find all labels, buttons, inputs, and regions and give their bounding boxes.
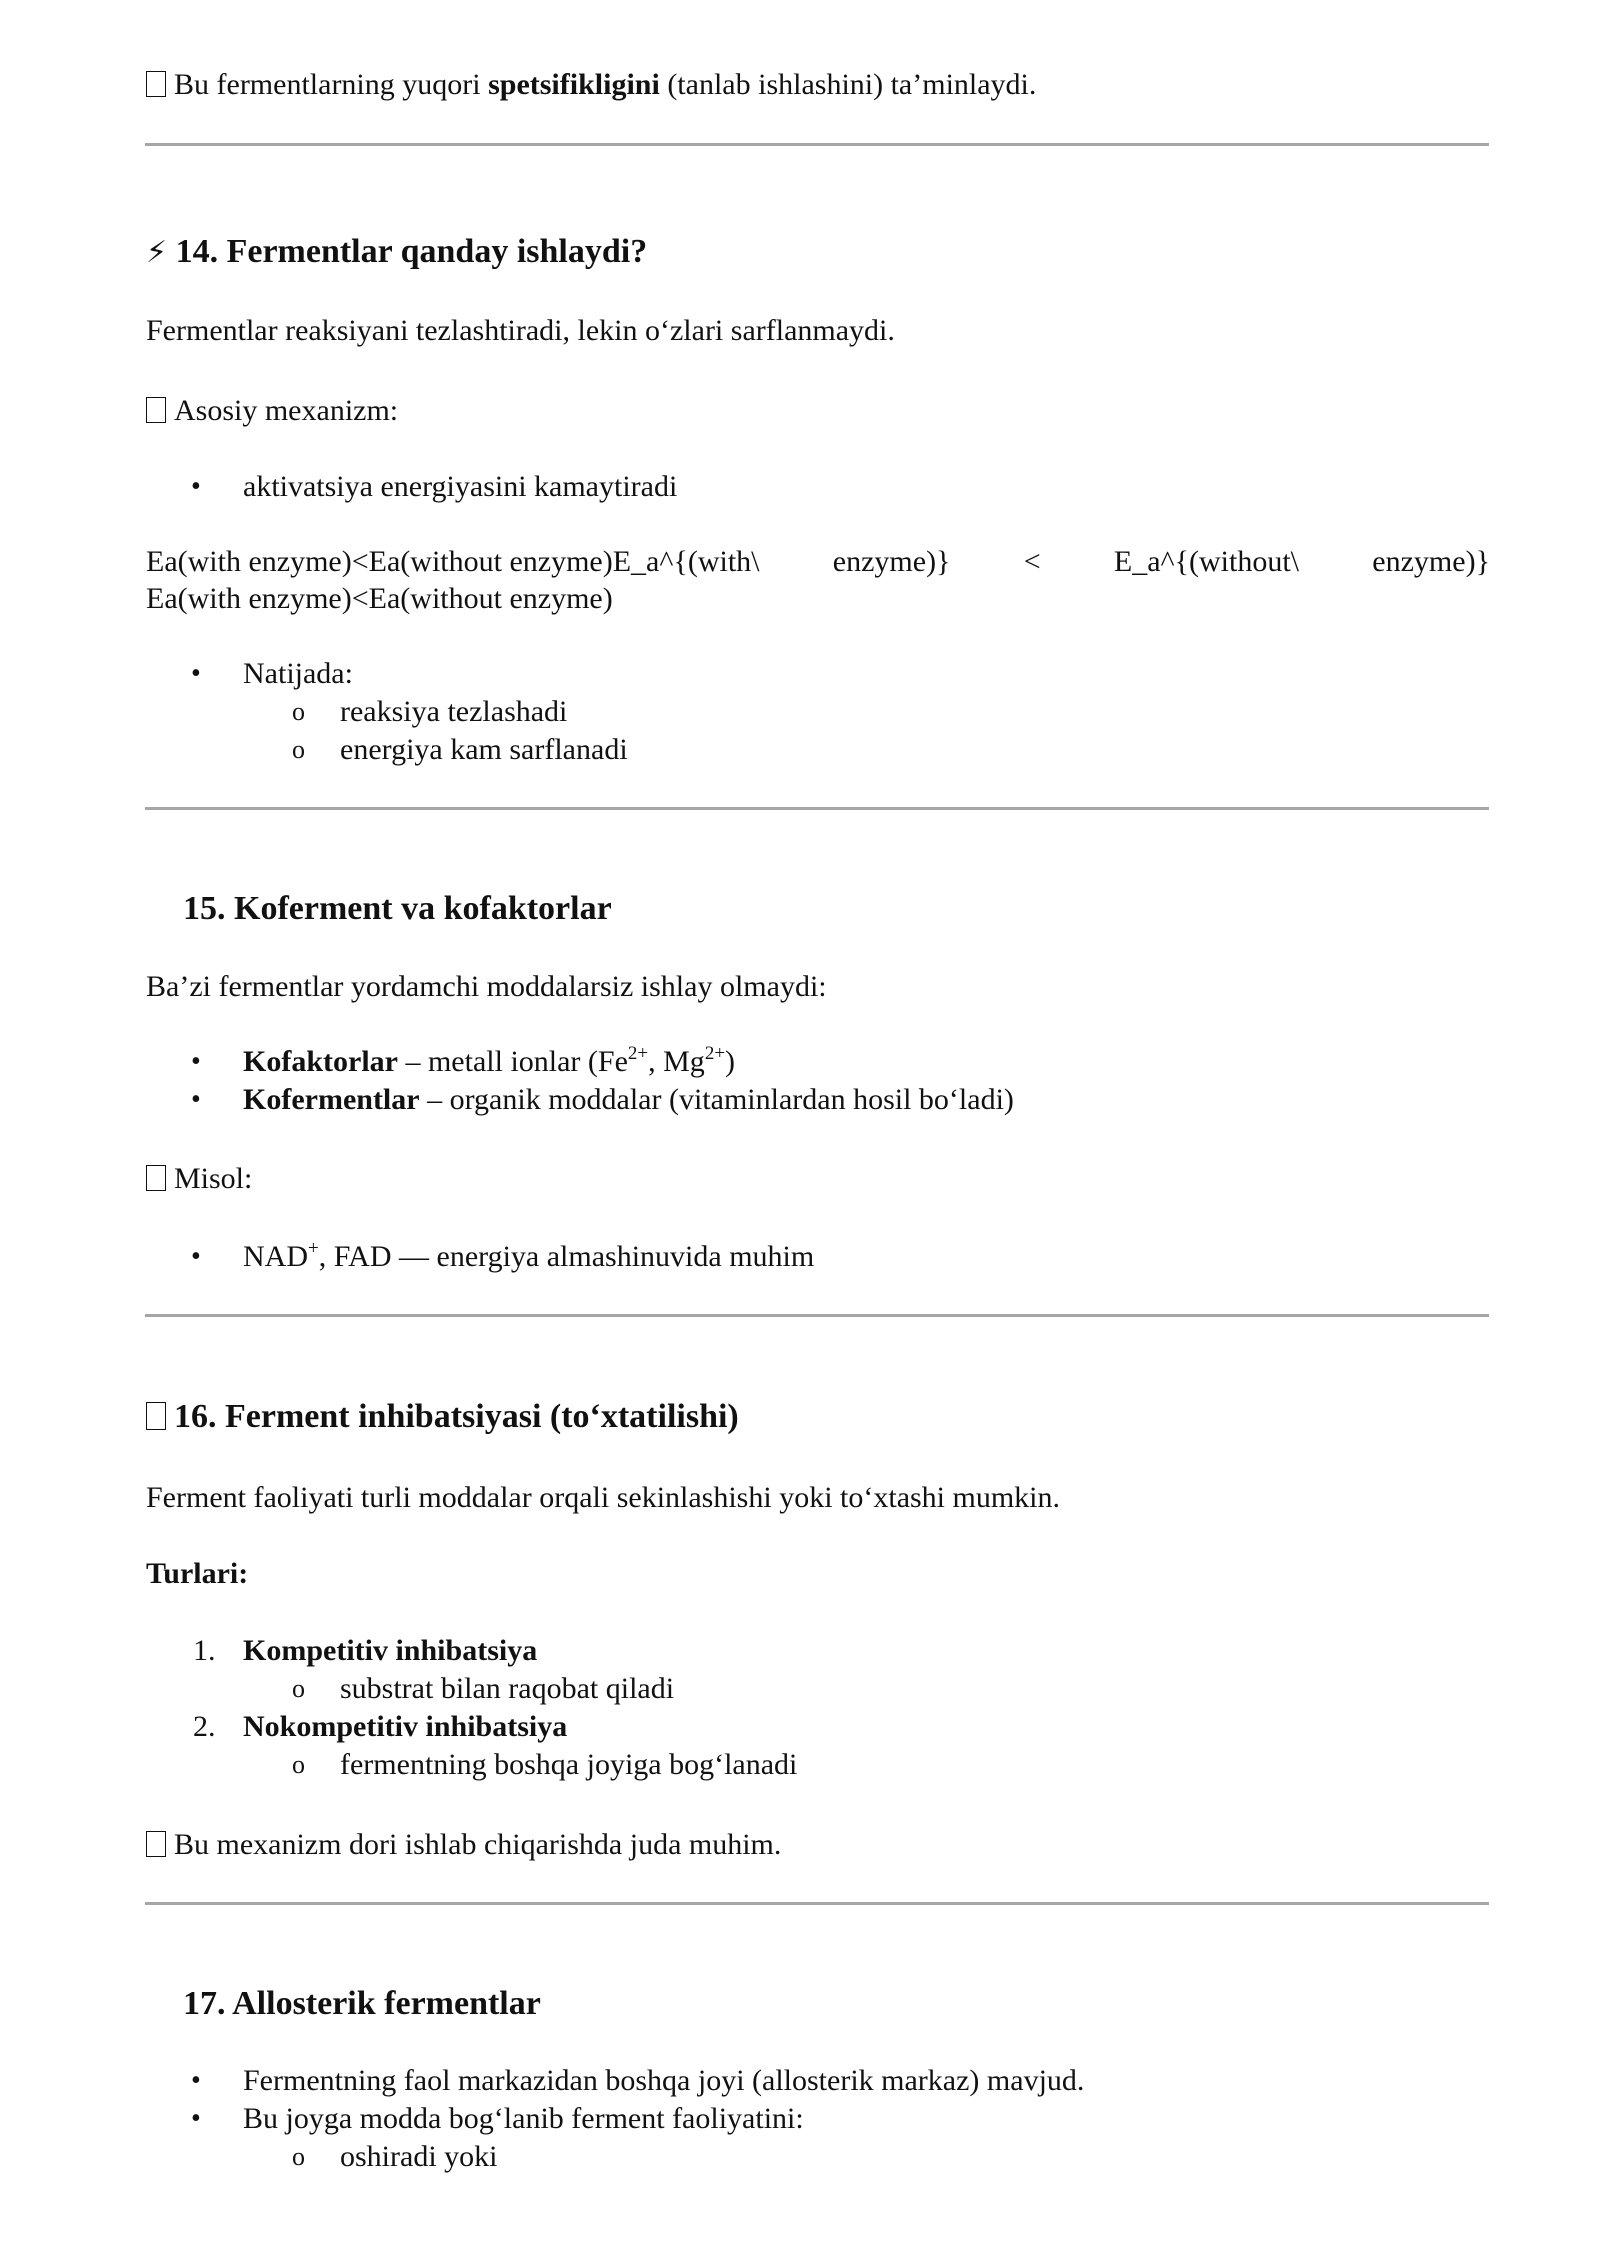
intro-text: Bu fermentlarning yuqori — [174, 68, 489, 101]
example-text: NAD — [243, 1240, 308, 1273]
section-16-title: 16. Ferment inhibatsiyasi (to‘xtatilishi) — [174, 1398, 739, 1435]
inhibition-type: Kompetitiv inhibatsiya — [243, 1634, 538, 1667]
missing-glyph-icon — [146, 1165, 166, 1191]
sub-marker: o — [292, 1750, 305, 1779]
bullet-marker: • — [191, 658, 201, 689]
superscript: + — [308, 1238, 319, 1259]
sub-marker: o — [292, 1674, 305, 1703]
result-item: energiya kam sarflanadi — [340, 733, 628, 766]
intro-line — [146, 66, 1036, 104]
divider — [145, 143, 1489, 146]
section-14-heading — [146, 231, 647, 274]
missing-glyph-icon — [146, 71, 166, 97]
missing-glyph-icon — [146, 1831, 166, 1857]
example-label: Misol: — [174, 1162, 253, 1195]
result-item: reaksiya tezlashadi — [340, 695, 568, 728]
divider — [145, 1314, 1489, 1317]
note-text: Bu mexanizm dori ishlab chiqarishda juda muhim. — [174, 1828, 782, 1861]
missing-glyph-icon — [146, 397, 166, 423]
sub-marker: o — [292, 2142, 305, 2171]
intro-suffix: (tanlab ishlashini) ta’minlaydi. — [659, 68, 1037, 101]
types-label: Turlari: — [146, 1557, 249, 1590]
bullet-marker: • — [191, 2103, 201, 2134]
formula-part: < — [1023, 545, 1041, 578]
allosteric-item: Bu joyga modda bog‘lanib ferment faoliyatini: — [243, 2102, 804, 2135]
allosteric-item: Fermentning faol markazidan boshqa joyi (allosterik markaz) mavjud. — [243, 2064, 1085, 2097]
allosteric-subitem: oshiradi yoki — [340, 2140, 498, 2173]
bullet-marker: • — [191, 471, 201, 502]
section-16-desc: Ferment faoliyati turli moddalar orqali sekinlashishi yoki to‘xtashi mumkin. — [146, 1481, 1061, 1514]
lightning-icon: ⚡ — [146, 235, 168, 270]
note-line — [146, 1826, 781, 1864]
formula-line-2: Ea(with enzyme)<Ea(without enzyme) — [146, 582, 613, 615]
list-number: 2. — [193, 1710, 216, 1743]
section-15-desc: Ba’zi fermentlar yordamchi moddalarsiz ishlay olmaydi: — [146, 970, 827, 1003]
koferment-term: Kofermentlar — [243, 1083, 420, 1116]
missing-glyph-icon — [146, 1402, 166, 1430]
section-15-title: 15. Koferment va kofaktorlar — [183, 890, 612, 927]
formula-part: E_a^{(without\ — [1113, 545, 1300, 578]
section-14-title: 14. Fermentlar qanday ishlaydi? — [175, 233, 648, 270]
bullet-marker: • — [191, 1084, 201, 1115]
section-17-title: 17. Allosterik fermentlar — [183, 1985, 541, 2022]
sub-marker: o — [292, 697, 305, 726]
result-label: Natijada: — [243, 657, 353, 690]
kofaktor-text: – metall ionlar (Fe — [397, 1045, 628, 1078]
formula-part: Ea(with enzyme)<Ea(without enzyme)E_a^{(with\ — [146, 545, 760, 578]
example-text: , FAD — energiya almashinuvida muhim — [318, 1240, 815, 1273]
mechanism-label-line — [146, 392, 398, 430]
bullet-marker: • — [191, 1046, 201, 1077]
section-14-desc: Fermentlar reaksiyani tezlashtiradi, lekin o‘zlari sarflanmaydi. — [146, 314, 895, 347]
inhibition-detail: substrat bilan raqobat qiladi — [340, 1672, 675, 1705]
example-label-line — [146, 1160, 252, 1198]
superscript: 2+ — [627, 1043, 649, 1064]
mechanism-label: Asosiy mexanizm: — [174, 394, 399, 427]
formula-part: enzyme)} — [832, 545, 951, 578]
divider — [145, 807, 1489, 810]
inhibition-type: Nokompetitiv inhibatsiya — [243, 1710, 568, 1743]
divider — [145, 1902, 1489, 1905]
inhibition-detail: fermentning boshqa joyiga bog‘lanadi — [340, 1748, 798, 1781]
kofaktor-term: Kofaktorlar — [243, 1045, 398, 1078]
kofaktor-text: ) — [725, 1045, 736, 1078]
section-16-heading — [146, 1396, 739, 1438]
mechanism-item: aktivatsiya energiyasini kamaytiradi — [243, 470, 678, 503]
example-item — [243, 1238, 814, 1276]
formula-line — [146, 543, 1490, 581]
bullet-marker: • — [191, 1241, 201, 1272]
kofaktor-text: , Mg — [648, 1045, 705, 1078]
bullet-marker: • — [191, 2065, 201, 2096]
superscript: 2+ — [704, 1043, 726, 1064]
sub-marker: o — [292, 735, 305, 764]
list-number: 1. — [193, 1634, 216, 1667]
intro-bold: spetsifikligini — [488, 68, 660, 101]
koferment-text: – organik moddalar (vitaminlardan hosil bo‘ladi) — [419, 1083, 1014, 1116]
formula-part: enzyme)} — [1372, 545, 1490, 578]
kofaktor-item — [243, 1043, 735, 1081]
koferment-item — [243, 1081, 1014, 1119]
